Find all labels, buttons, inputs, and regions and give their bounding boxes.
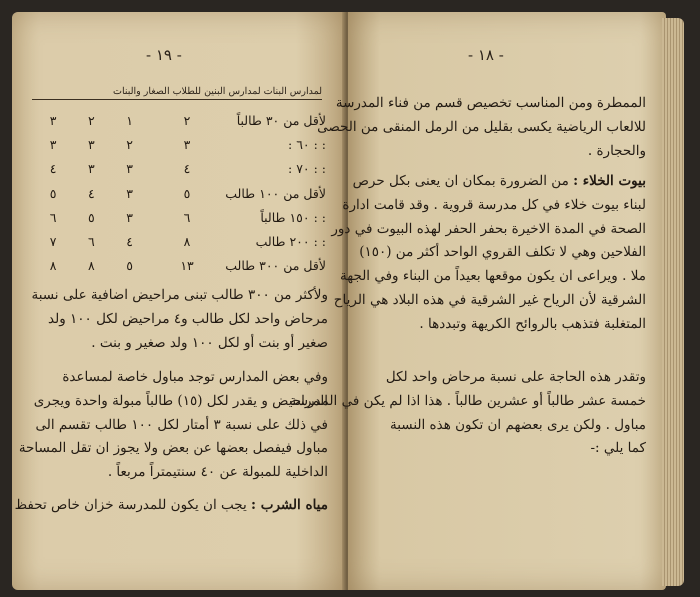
text-line: الشرقية لأن الرياح غير الشرقية في هذه البلاد هي الرياح [333, 291, 646, 308]
cell: ١٣ [180, 258, 194, 274]
table-row [34, 229, 326, 253]
cell: ٨ [49, 258, 57, 274]
text-line: ولأكثر من ٣٠٠ طالب تبنى مراحيض اضافية على نسبة [31, 287, 328, 303]
open-book-spread [6, 4, 696, 593]
cell: ٧ [49, 234, 57, 250]
cell: ٢ [88, 112, 95, 128]
cell: ٤ [126, 234, 134, 250]
latrines-title: بيوت الخلاء : [573, 173, 646, 189]
cell: ٢ [126, 136, 134, 152]
table-row [34, 254, 326, 278]
text-line: الممطرة ومن المناسب تخصيص قسم من فناء المدرسة [335, 95, 646, 111]
text-line: لبناء بيوت خلاء في كل مدرسة قروية . وقد قامت ادارة [342, 196, 646, 213]
cell: ٥ [126, 258, 134, 274]
ratio-table [34, 108, 326, 278]
cell: ٤ [49, 161, 57, 177]
table-row [34, 132, 326, 156]
cell: ٦ [183, 209, 191, 225]
table-row [34, 181, 326, 205]
water-text: يجب ان يكون للمدرسة خزان خاص تحفظ [14, 497, 252, 513]
cell: ٣ [49, 136, 57, 152]
left-paragraph-1 [32, 284, 328, 355]
text-line: الفلاحين وهي لا تكلف القروي الواحد أكثر من (١٥٠) [359, 244, 646, 261]
text-line: خمسة عشر طالباً أو عشرين طالباً . هذا اذا لم يكن في المدرسة [289, 392, 646, 409]
cell: ٣ [183, 136, 191, 152]
text-line: المراحيض و يقدر لكل (١٥) طالباً مبولة واحدة ويجرى [33, 392, 328, 409]
text-line: والحجارة . [587, 142, 646, 159]
left-page-number: - ١٩ - [146, 46, 182, 64]
text-line [352, 170, 646, 194]
table-row [34, 157, 326, 181]
page-edges [662, 18, 684, 586]
cell: ٣ [49, 112, 57, 128]
row-label: : : ١٥٠ طالباً [260, 209, 326, 225]
cell: ٤ [183, 161, 191, 177]
text-line: الداخلية للمبولة عن ٤٠ سنتيمتراً مربعاً . [107, 464, 328, 481]
text-line: المتغلبة فتذهب بالروائح الكريهة وتبددها . [419, 315, 646, 332]
row-label: : : ٧٠ : [288, 161, 326, 177]
text-line: وفي بعض المدارس توجد مباول خاصة لمساعدة [62, 369, 328, 385]
cell: ٥ [88, 209, 95, 225]
right-paragraph-2 [331, 170, 646, 337]
cell: ٥ [183, 185, 191, 201]
row-label: : : ٢٠٠ طالب [255, 234, 326, 250]
text-line: صغير أو بنت أو لكل ١٠٠ ولد صغير و بنت . [91, 334, 328, 351]
water-title: مياه الشرب : [251, 497, 328, 513]
cell: ٣ [126, 209, 134, 225]
cell: ٦ [88, 234, 95, 250]
table-header: لمدارس البنات لمدارس البنين للطلاب الصغار والبنات [32, 86, 322, 100]
text-line: مرحاض واحد لكل طالب و٤ مراحيض لكل ١٠٠ ولد [48, 310, 328, 327]
table-row [34, 205, 326, 229]
text-line: الصحة في المدة الاخيرة بحفر الحفر لهذه البيوت في دور [331, 220, 646, 237]
water-section [14, 494, 328, 518]
right-paragraph-3 [289, 366, 646, 461]
cell: ٨ [88, 258, 95, 274]
cell: ٢ [183, 112, 191, 128]
right-paragraph-1 [317, 92, 646, 163]
text-line: كما يلي :- [590, 440, 646, 457]
text-line: في ذلك على نسبة ٣ أمتار لكل ١٠٠ طالب تقسم الى [35, 416, 328, 433]
text-line: مباول . ولكن يرى بعضهم ان تكون هذه النسبة [389, 416, 646, 433]
cell: ٣ [88, 136, 95, 152]
row-label: لأقل من ٣٠٠ طالب [225, 258, 326, 274]
text-line [14, 494, 328, 518]
cell: ٤ [88, 185, 95, 201]
cell: ٥ [49, 185, 57, 201]
row-label: لأقل من ١٠٠ طالب [225, 185, 326, 201]
text-line: وتقدر هذه الحاجة على نسبة مرحاض واحد لكل [385, 369, 646, 385]
cell: ١ [126, 112, 134, 128]
latrines-first-line: من الضرورة بمكان ان يعنى بكل حرص [352, 173, 574, 189]
right-page-number: - ١٨ - [468, 46, 504, 64]
cell: ٣ [126, 185, 134, 201]
text-line: مباول فيفصل بعضها عن بعض ولا يجوز ان تقل المساحة [18, 440, 328, 457]
row-label: : : ٦٠ : [288, 136, 326, 152]
cell: ٣ [88, 161, 95, 177]
text-line: للالعاب الرياضية يكسى بقليل من الرمل المنقى من الحصى [317, 118, 646, 135]
row-label: لأقل من ٣٠ طالباً [236, 112, 326, 128]
cell: ٣ [126, 161, 134, 177]
cell: ٨ [183, 234, 191, 250]
cell: ٦ [49, 209, 57, 225]
left-paragraph-2 [18, 366, 328, 485]
table-row [34, 108, 326, 132]
text-line: ملا . ويراعى ان يكون موقعها بعيداً من البناء وفي الجهة [340, 268, 646, 285]
